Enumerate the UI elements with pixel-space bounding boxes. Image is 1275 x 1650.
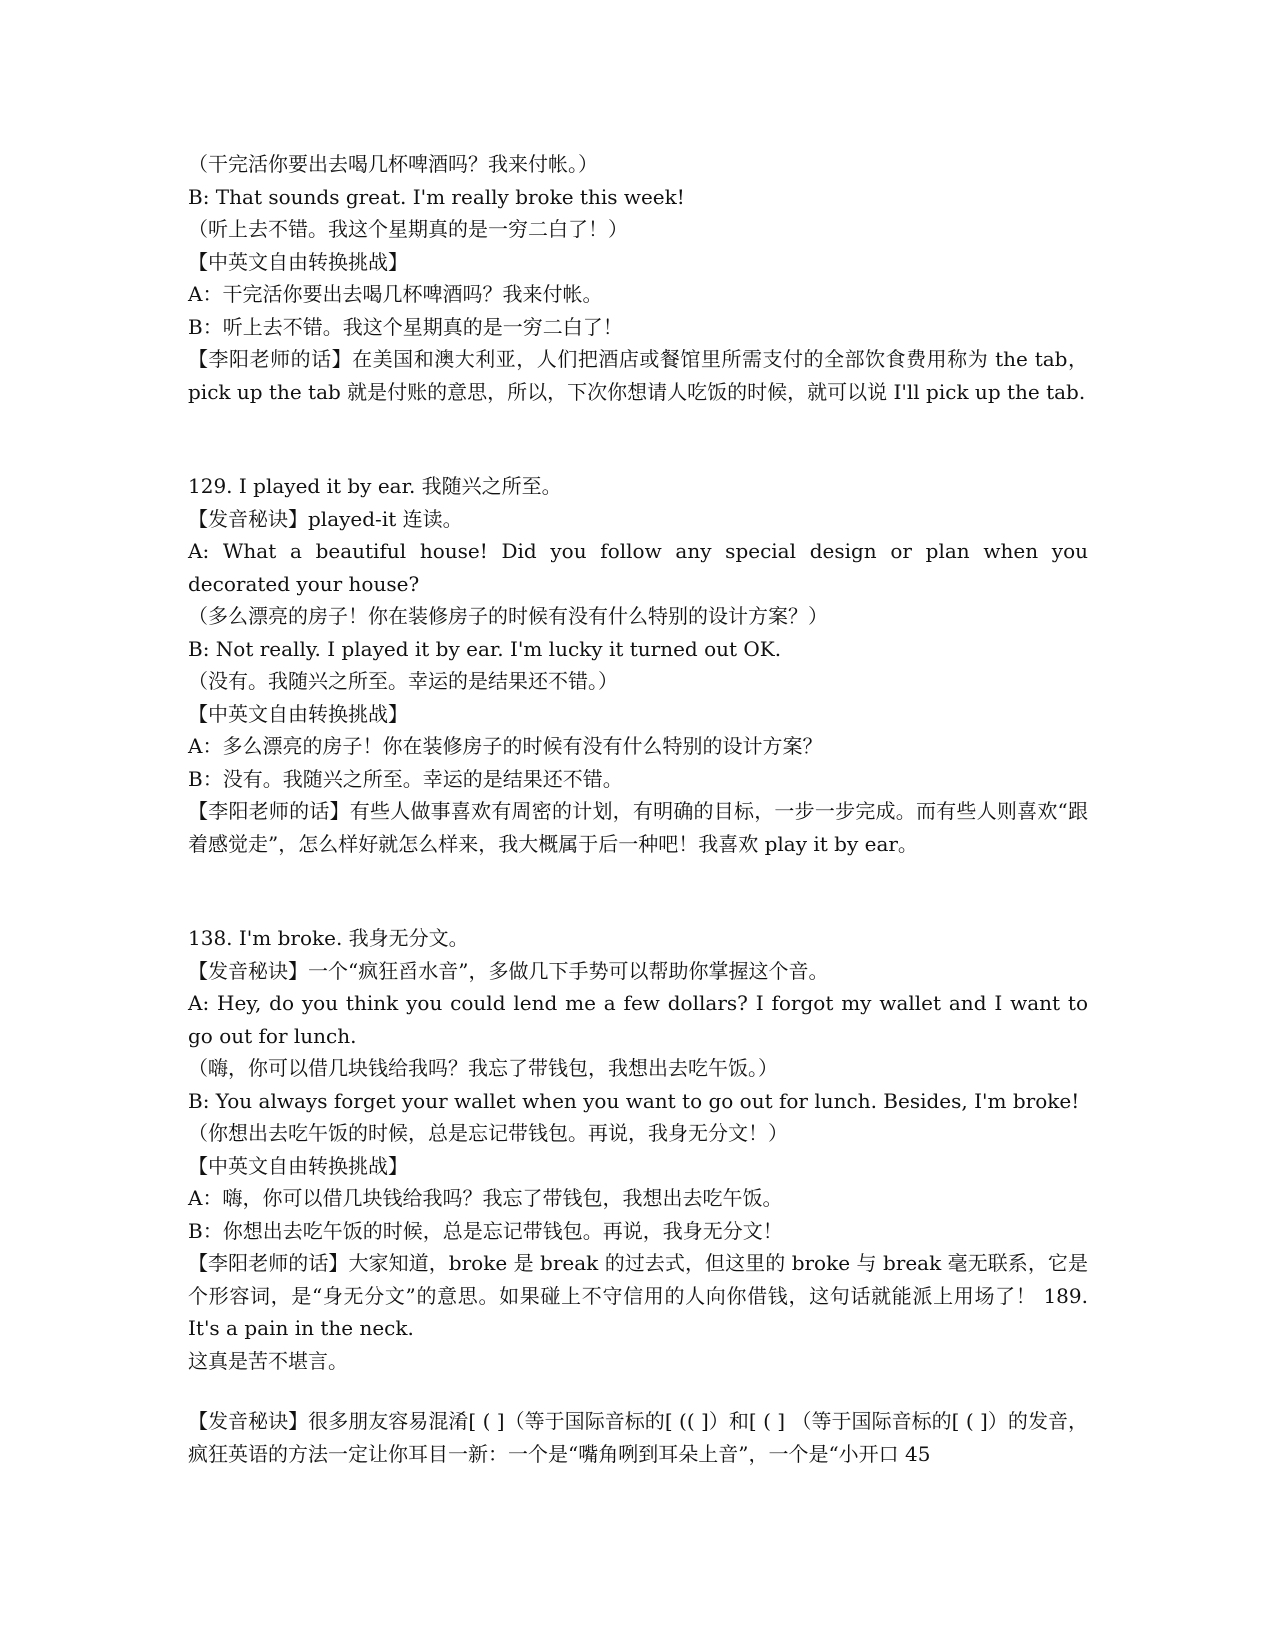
phrase-title: 138. I'm broke. 我身无分文。 [188, 926, 469, 950]
teacher-note: 【李阳老师的话】有些人做事喜欢有周密的计划，有明确的目标，一步一步完成。而有些人则喜欢“跟着感觉走”，怎么样好就怎么样来，我大概属于后一种吧！我喜欢 play it by ear。 [188, 799, 1088, 856]
section-128 [188, 148, 1088, 408]
challenge-line-a: A：干完活你要出去喝几杯啤酒吗？我来付帐。 [188, 282, 603, 306]
challenge-line-a: A：多么漂亮的房子！你在装修房子的时候有没有什么特别的设计方案？ [188, 734, 823, 758]
pronunciation-tip: 【发音秘诀】played-it 连读。 [188, 506, 463, 531]
section-138 [188, 922, 1088, 1377]
phrase-title: 129. I played it by ear. 我随兴之所至。 [188, 474, 562, 498]
teacher-note: 【李阳老师的话】大家知道，broke 是 break 的过去式，但这里的 broke 与 break 毫无联系，它是个形容词，是“身无分文”的意思。如果碰上不守信用的人向你借钱，这句话就能派上用场了！ 189. It's a pain in the neck. [188, 1251, 1088, 1340]
dialog-line-a: A: What a beautiful house! Did you follow any special design or plan when you decorated your house? [188, 539, 1088, 596]
challenge-line-b: B：你想出去吃午饭的时候，总是忘记带钱包。再说，我身无分文！ [188, 1218, 783, 1243]
pronunciation-tip: 【发音秘诀】一个“疯狂舀水音”，多做几下手势可以帮助你掌握这个音。 [188, 958, 829, 983]
dialog-line-b: B: You always forget your wallet when you want to go out for lunch. Besides, I'm broke! [188, 1088, 1080, 1113]
dialog-translation: （你想出去吃午饭的时候，总是忘记带钱包。再说，我身无分文！） [188, 1121, 788, 1145]
dialog-translation: （多么漂亮的房子！你在装修房子的时候有没有什么特别的设计方案？） [188, 604, 828, 628]
challenge-heading: 【中英文自由转换挑战】 [188, 701, 408, 726]
dialog-line-b: B: Not really. I played it by ear. I'm lucky it turned out OK. [188, 636, 782, 661]
challenge-heading: 【中英文自由转换挑战】 [188, 249, 408, 274]
dialog-translation: （听上去不错。我这个星期真的是一穷二白了！） [188, 217, 628, 241]
teacher-note: 【李阳老师的话】在美国和澳大利亚，人们把酒店或餐馆里所需支付的全部饮食费用称为 the tab，pick up the tab 就是付账的意思，所以，下次你想请人吃饭的时候，就可以说 I'll pick up the tab. [188, 347, 1088, 404]
section-gap [188, 1377, 1088, 1405]
section-129 [188, 470, 1088, 860]
challenge-line-b: B：没有。我随兴之所至。幸运的是结果还不错。 [188, 766, 623, 791]
section-189 [188, 1405, 1088, 1470]
dialog-translation: （干完活你要出去喝几杯啤酒吗？我来付帐。） [188, 152, 598, 176]
challenge-line-a: A：嗨，你可以借几块钱给我吗？我忘了带钱包，我想出去吃午饭。 [188, 1186, 783, 1210]
dialog-line-b: B: That sounds great. I'm really broke this week! [188, 184, 685, 209]
challenge-heading: 【中英文自由转换挑战】 [188, 1153, 408, 1178]
dialog-translation: （嗨，你可以借几块钱给我吗？我忘了带钱包，我想出去吃午饭。） [188, 1056, 778, 1080]
document-page [188, 148, 1088, 1470]
pronunciation-tip: 【发音秘诀】很多朋友容易混淆[ ( ]（等于国际音标的[ (( ]）和[ ( ] （等于国际音标的[ ( ]）的发音，疯狂英语的方法一定让你耳目一新：一个是“嘴角咧到耳朵上音”，一个是“小开口 45 [188, 1409, 1088, 1466]
dialog-translation: （没有。我随兴之所至。幸运的是结果还不错。） [188, 669, 618, 693]
dialog-line-a: A: Hey, do you think you could lend me a few dollars? I forgot my wallet and I want to go out for lunch. [188, 991, 1088, 1048]
section-gap [188, 408, 1088, 470]
section-gap [188, 860, 1088, 922]
challenge-line-b: B：听上去不错。我这个星期真的是一穷二白了！ [188, 314, 623, 339]
phrase-translation: 这真是苦不堪言。 [188, 1348, 348, 1373]
